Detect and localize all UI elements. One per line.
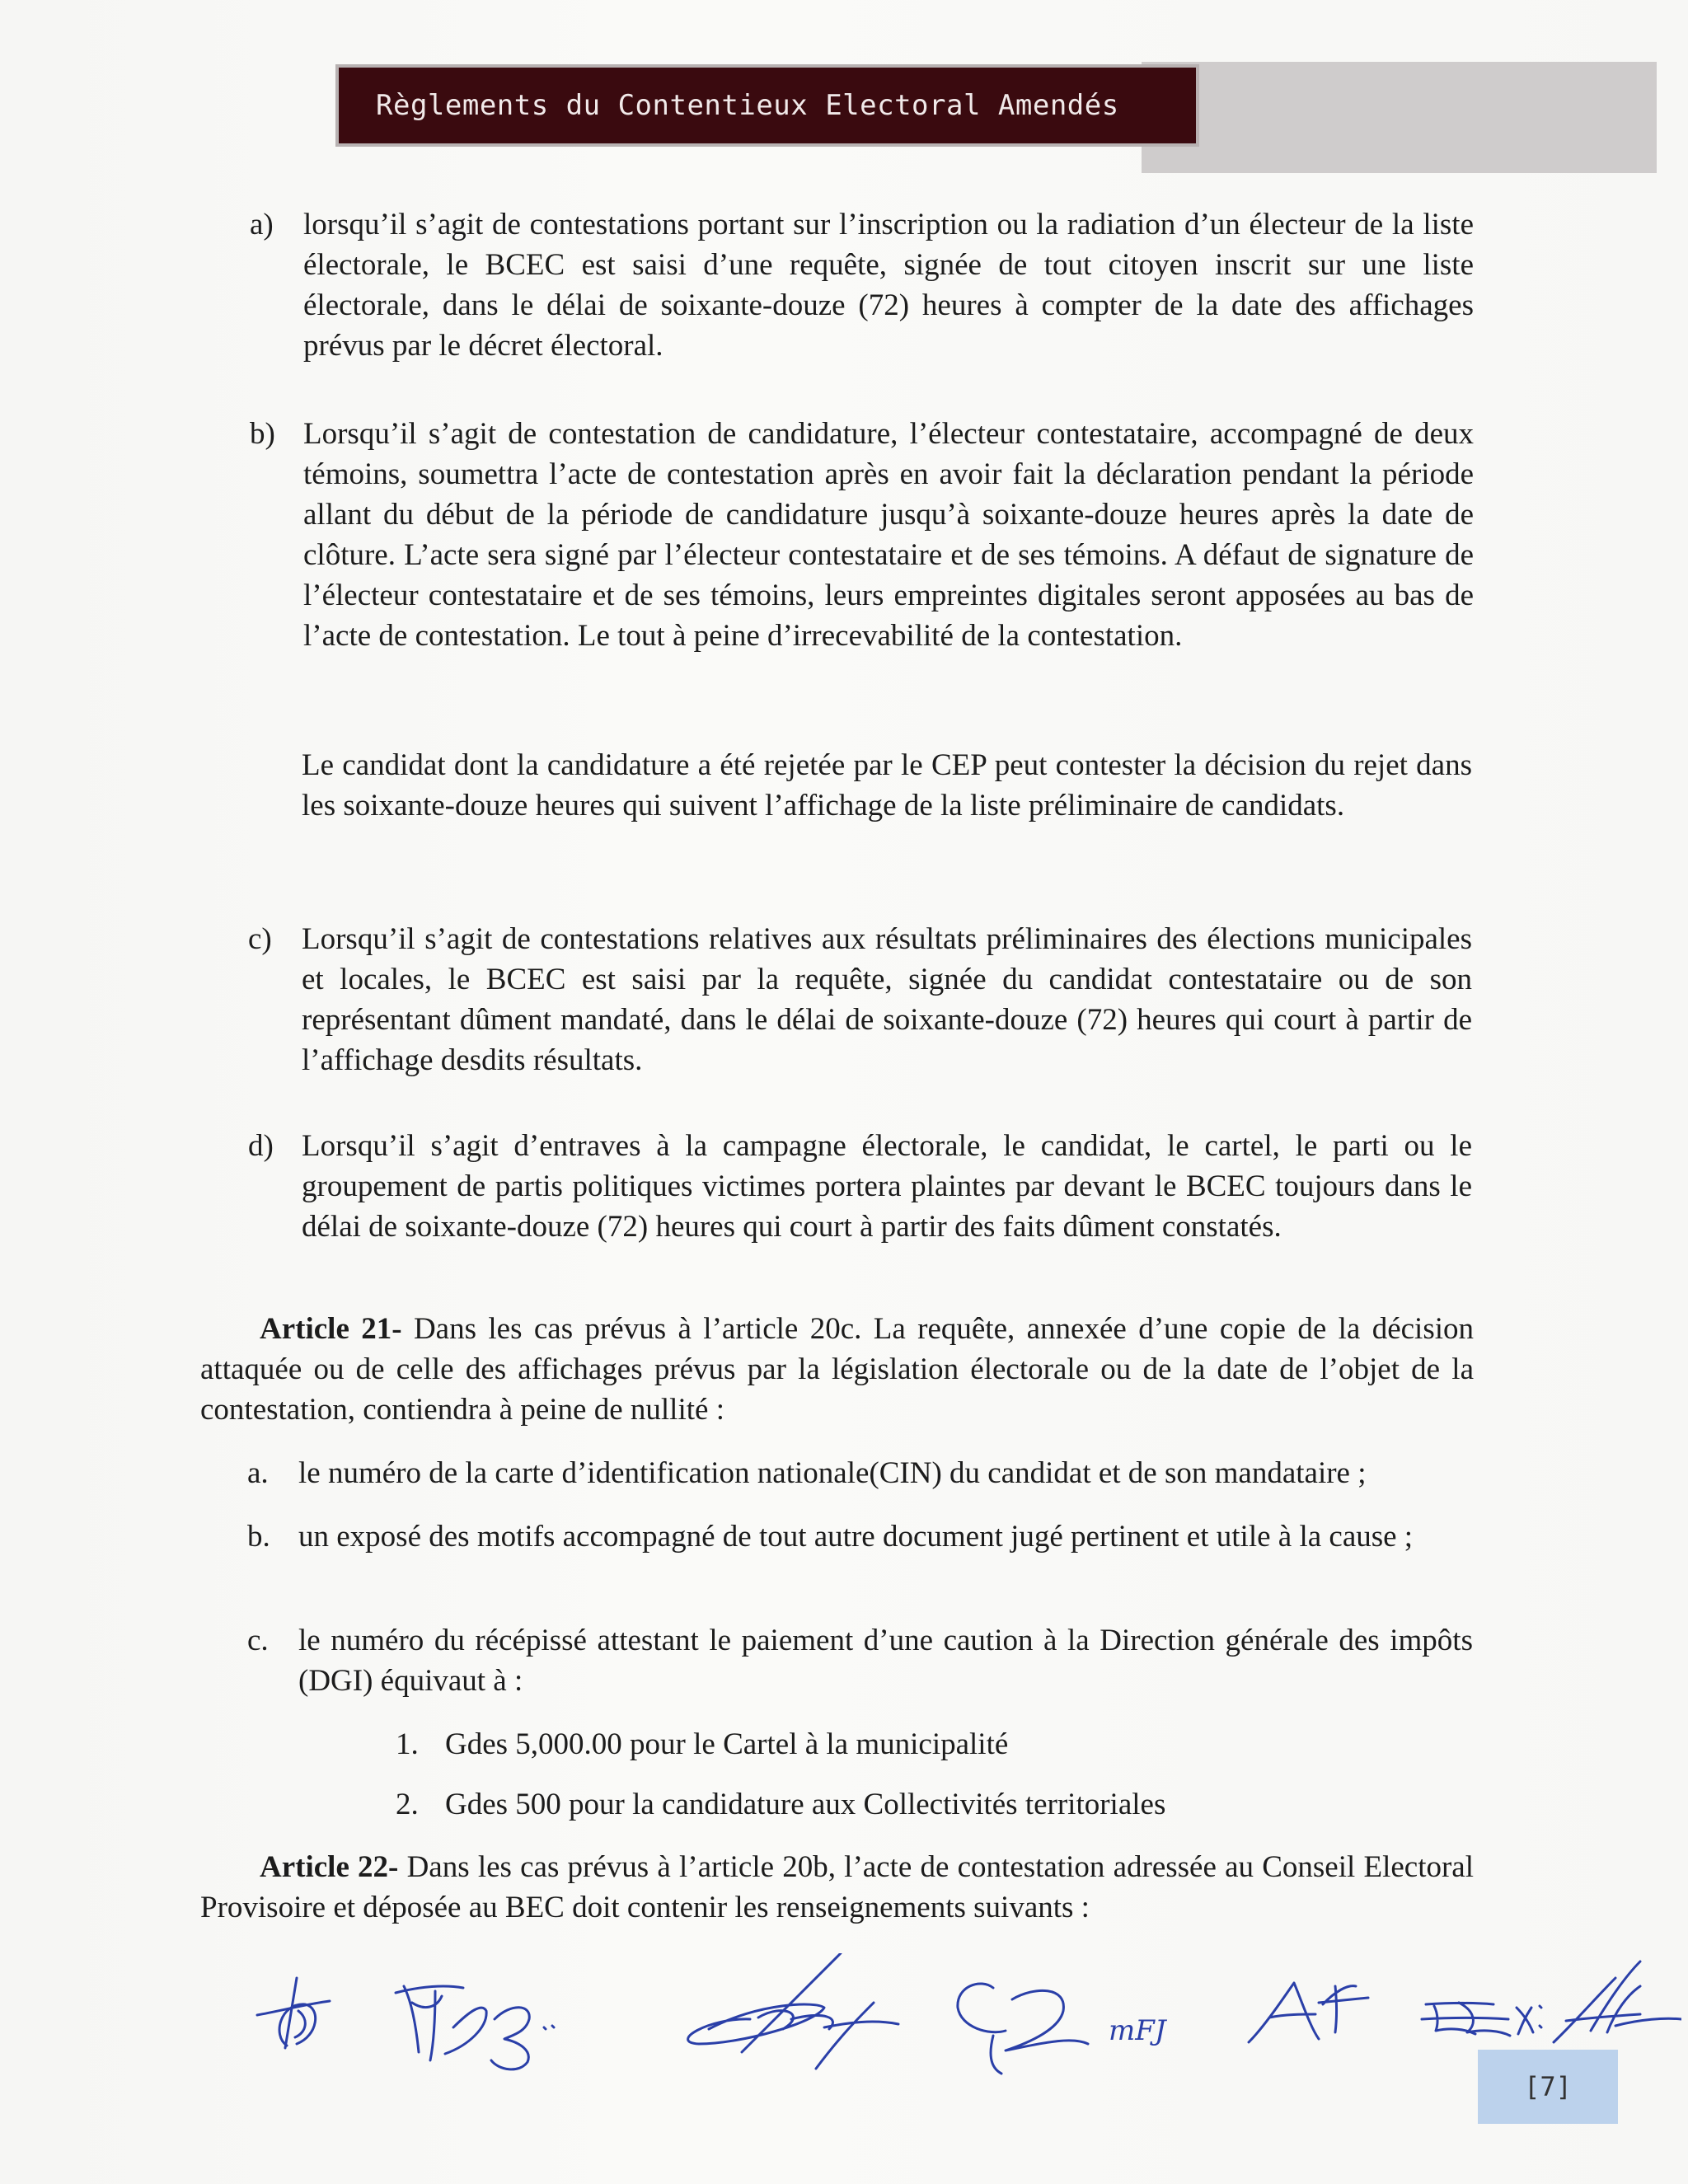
- list-item-text: un exposé des motifs accompagné de tout autre document jugé pertinent et utile à la cause ;: [298, 1520, 1414, 1554]
- signature-7: [1554, 1961, 1681, 2042]
- article-21-label: Article 21-: [260, 1312, 402, 1346]
- document-title: Règlements du Contentieux Electoral Amendés: [376, 89, 1119, 122]
- list-marker: 2.: [396, 1788, 419, 1821]
- list-marker: d): [248, 1129, 274, 1163]
- signatures: [247, 1953, 1681, 2085]
- list-marker: b): [250, 417, 275, 451]
- list-item-text: Gdes 500 pour la candidature aux Collectivités territoriales: [445, 1788, 1166, 1821]
- list-item-text: le numéro de la carte d’identification nationale(CIN) du candidat et de son mandataire ;: [298, 1456, 1367, 1490]
- list-item-text: lorsqu’il s’agit de contestations portant sur l’inscription ou la radiation d’un électeur de la liste électorale, le BCEC est saisi d’une requête, signée de tout citoyen inscrit sur une liste électorale, dans le délai de soixante-douze (72) heures à compter de la date des affichages prévus par le décret électoral.: [303, 208, 1474, 363]
- article-21-text: Dans les cas prévus à l’article 20c. La requête, annexée d’une copie de la décision attaquée ou de celle des affichages prévus par la législation électorale ou de la date de l’objet de la contestation, contiendra à peine de nullité :: [200, 1312, 1474, 1427]
- header-band: [335, 64, 1199, 147]
- article-21-paragraph: [200, 1309, 1474, 1430]
- page-number-badge: [1478, 2050, 1618, 2124]
- signature-3: [688, 1953, 898, 2069]
- list-marker: a.: [247, 1456, 269, 1490]
- article-22-text: Dans les cas prévus à l’article 20b, l’acte de contestation adressée au Conseil Electoral Provisoire et déposée au BEC doit contenir les renseignements suivants :: [200, 1850, 1474, 1924]
- header-decoration: [1142, 62, 1657, 173]
- list-marker: a): [250, 208, 274, 241]
- signature-6: [1422, 2003, 1541, 2036]
- list-marker: 1.: [396, 1727, 419, 1761]
- signature-2: [396, 1986, 554, 2069]
- list-item-text: Lorsqu’il s’agit de contestations relatives aux résultats préliminaires des élections municipales et locales, le BCEC est saisi par la requête, signée du candidat contestataire ou de son représentant dûment mandaté, dans le délai de soixante-douze (72) heures qui court à partir de l’affichage desdits résultats.: [302, 922, 1472, 1077]
- article-22-label: Article 22-: [260, 1850, 399, 1884]
- list-item-text: le numéro du récépissé attestant le paiement d’une caution à la Direction générale des impôts (DGI) équivaut à :: [298, 1624, 1473, 1698]
- signature-1: [257, 1978, 330, 2048]
- list-item-text: Lorsqu’il s’agit de contestation de candidature, l’électeur contestataire, accompagné de deux témoins, soumettra l’acte de contestation après en avoir fait la déclaration pendant la période allant du début de la période de candidature jusqu’à soixante-douze heures après la date de clôture. L’acte sera signé par l’électeur contestataire et de ses témoins. A défaut de signature de l’électeur contestataire et de ses témoins, leurs empreintes digitales seront apposées au bas de l’acte de contestation. Le tout à peine d’irrecevabilité de la contestation.: [303, 417, 1474, 653]
- list-item-b-continuation: Le candidat dont la candidature a été rejetée par le CEP peut contester la décision du rejet dans les soixante-douze heures qui suivent l’affichage de la liste préliminaire de candidats.: [302, 748, 1472, 823]
- signature-4: [958, 1984, 1088, 2074]
- list-marker: c): [248, 922, 272, 956]
- signature-5: [1249, 1983, 1368, 2042]
- list-item-text: Lorsqu’il s’agit d’entraves à la campagne électorale, le candidat, le cartel, le parti ou le groupement de partis politiques victimes portera plaintes par devant le BCEC toujours dans le délai de soixante-douze (72) heures qui court à partir des faits dûment constatés.: [302, 1129, 1472, 1244]
- list-item-text: Gdes 5,000.00 pour le Cartel à la municipalité: [445, 1727, 1009, 1761]
- signature-initials: mFJ: [1109, 2014, 1166, 2047]
- page-number: [7]: [1524, 2071, 1572, 2102]
- list-marker: c.: [247, 1624, 269, 1657]
- list-marker: b.: [247, 1520, 270, 1554]
- article-22-paragraph: [200, 1847, 1474, 1928]
